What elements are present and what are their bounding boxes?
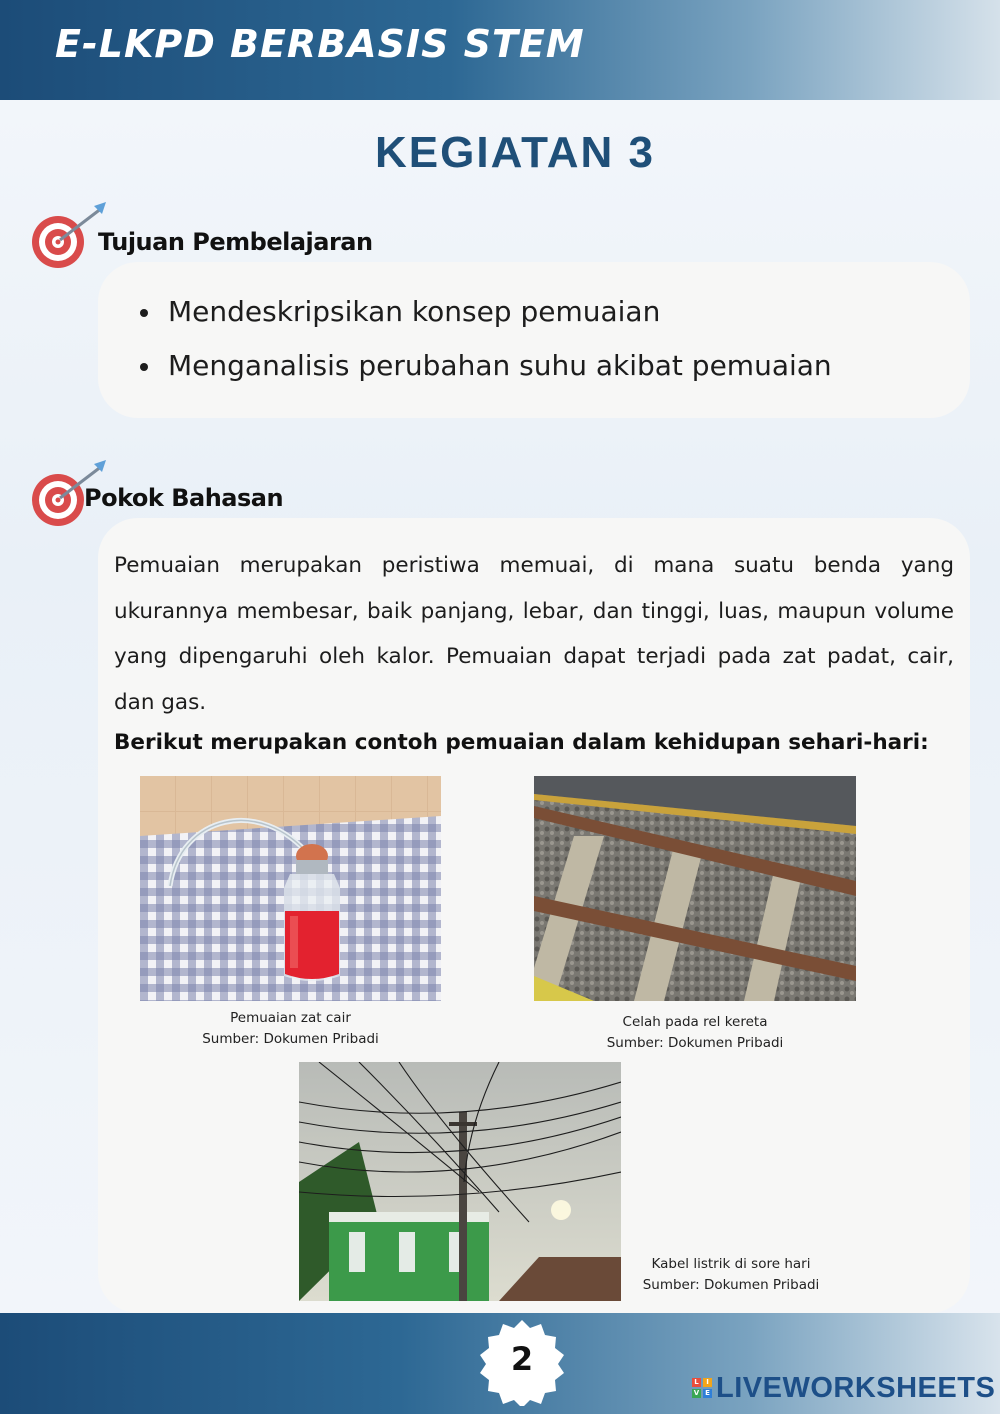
topic-paragraph: Pemuaian merupakan peristiwa memuai, di mana suatu benda yang ukurannya membesar, baik panjang, lebar, dan tinggi, luas, maupun volume yang dipengaruhi oleh kalor. Pemuaian dapat terjadi pada zat padat, cair, dan gas. [114,553,954,715]
caption-source: Sumber: Dokumen Pribadi [202,1031,379,1047]
logo-grid-icon [692,1378,712,1398]
liveworksheets-brand: LIVEWORKSHEETS [716,1371,996,1404]
header-title: E-LKPD BERBASIS STEM [55,22,585,66]
objectives-list [140,285,832,393]
examples-intro: Berikut merupakan contoh pemuaian dalam kehidupan sehari-hari: [114,730,929,755]
caption-source: Sumber: Dokumen Pribadi [606,1035,784,1051]
power-lines-photo [299,1062,621,1301]
objectives-heading: Tujuan Pembelajaran [98,228,373,256]
logo-letter: I [703,1378,712,1387]
activity-title: KEGIATAN 3 [375,128,655,177]
rail-photo [534,776,856,1001]
logo-letter: V [693,1389,700,1397]
caption-title: Kabel listrik di sore hari [651,1256,811,1272]
page-number: 2 [510,1340,534,1378]
caption-source: Sumber: Dokumen Pribadi [642,1277,820,1293]
figure-caption [140,1008,441,1050]
list-item: Menganalisis perubahan suhu akibat pemuaian [140,339,832,393]
caption-title: Pemuaian zat cair [230,1010,351,1026]
header-banner [0,0,1000,100]
bottle-photo [140,776,441,1001]
list-item: Mendeskripsikan konsep pemuaian [140,285,832,339]
topic-heading: Pokok Bahasan [84,484,284,512]
figure-caption [534,1012,856,1054]
caption-title: Celah pada rel kereta [622,1014,768,1030]
logo-letter: E [703,1389,712,1398]
target-icon [28,200,108,270]
logo-letter: L [692,1378,701,1387]
liveworksheets-logo[interactable] [692,1370,995,1406]
figure-caption [636,1254,826,1296]
